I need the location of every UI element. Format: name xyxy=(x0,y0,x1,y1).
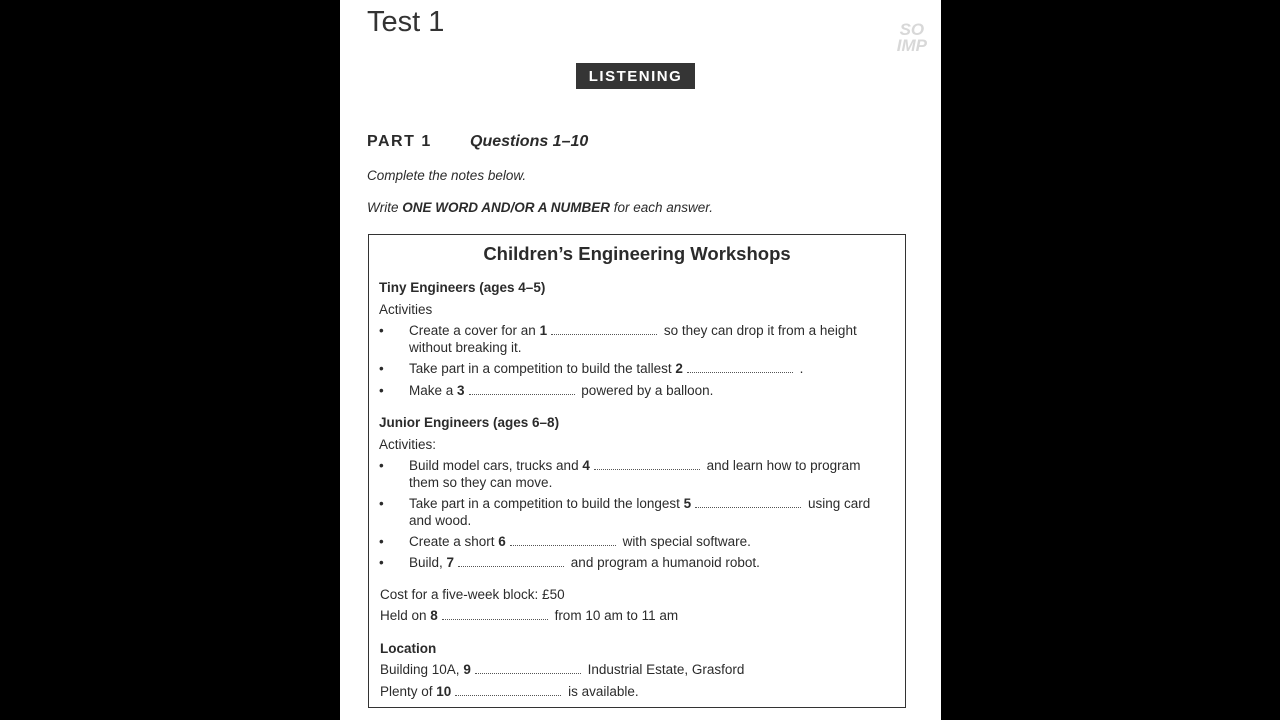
q10-text-pre: Plenty of xyxy=(380,684,437,699)
question-9-line xyxy=(380,662,744,677)
q1-answer-blank[interactable] xyxy=(551,333,657,335)
q6-answer-blank[interactable] xyxy=(510,544,616,546)
q3-number: 3 xyxy=(457,383,465,398)
q1-number: 1 xyxy=(539,323,548,338)
junior-engineers-heading: Junior Engineers (ages 6–8) xyxy=(379,415,560,430)
q2-text-post: . xyxy=(795,361,804,376)
q6-text-pre: Create a short xyxy=(409,534,499,549)
q1-text-pre: Create a cover for an xyxy=(409,323,540,338)
location-heading: Location xyxy=(380,641,437,656)
watermark-top: SO xyxy=(899,20,925,39)
bullet-icon: • xyxy=(379,383,384,398)
question-3-line xyxy=(409,383,713,398)
bullet-icon: • xyxy=(379,496,384,511)
document-page xyxy=(340,0,941,720)
q4-number: 4 xyxy=(582,458,590,473)
q4-answer-blank[interactable] xyxy=(594,468,700,470)
q6-text-post: with special software. xyxy=(618,534,751,549)
q5-number: 5 xyxy=(683,496,692,511)
notes-box xyxy=(368,234,906,708)
cost-line: Cost for a five-week block: £50 xyxy=(380,587,565,602)
q2-number: 2 xyxy=(675,361,683,376)
question-6-line xyxy=(409,534,751,549)
part-heading xyxy=(367,133,588,151)
q10-text-post: is available. xyxy=(564,684,639,699)
questions-range: Questions 1–10 xyxy=(470,133,589,150)
q6-number: 6 xyxy=(498,534,506,549)
bullet-icon: • xyxy=(379,458,384,473)
test-title: Test 1 xyxy=(367,6,445,38)
q9-text-pre: Building 10A, xyxy=(380,662,464,677)
question-7-line xyxy=(409,555,760,570)
q2-text-pre: Take part in a competition to build the tallest xyxy=(409,361,676,376)
q8-answer-blank[interactable] xyxy=(442,618,548,620)
q4-continuation: them so they can move. xyxy=(409,475,553,490)
q9-answer-blank[interactable] xyxy=(475,672,581,674)
instruction-complete: Complete the notes below. xyxy=(367,168,527,183)
channel-watermark xyxy=(897,22,927,54)
tiny-engineers-heading: Tiny Engineers (ages 4–5) xyxy=(379,280,546,295)
q7-number: 7 xyxy=(446,555,455,570)
question-8-line xyxy=(380,608,678,623)
section-badge: LISTENING xyxy=(576,63,695,89)
q7-text-pre: Build, xyxy=(409,555,447,570)
instruction-word-limit xyxy=(367,200,713,215)
q5-text-post: using card xyxy=(804,496,871,511)
q9-number: 9 xyxy=(463,662,471,677)
q5-text-pre: Take part in a competition to build the longest xyxy=(409,496,684,511)
q7-answer-blank[interactable] xyxy=(458,565,564,567)
q3-text-pre: Make a xyxy=(409,383,458,398)
bullet-icon: • xyxy=(379,361,384,376)
q5-continuation: and wood. xyxy=(409,513,472,528)
q10-number: 10 xyxy=(436,684,452,699)
q4-text-post: and learn how to program xyxy=(702,458,861,473)
q1-continuation: without breaking it. xyxy=(409,340,522,355)
question-4-line xyxy=(409,458,860,473)
q4-text-pre: Build model cars, trucks and xyxy=(409,458,583,473)
instruction-pre: Write xyxy=(367,200,403,215)
q1-text-post: so they can drop it from a height xyxy=(660,323,857,338)
q5-answer-blank[interactable] xyxy=(695,506,801,508)
q8-number: 8 xyxy=(430,608,438,623)
q3-answer-blank[interactable] xyxy=(469,393,575,395)
instruction-bold: ONE WORD AND/OR A NUMBER xyxy=(402,200,610,215)
bullet-icon: • xyxy=(379,534,384,549)
notes-title: Children’s Engineering Workshops xyxy=(483,243,791,264)
q7-text-post: and program a humanoid robot. xyxy=(567,555,760,570)
instruction-post: for each answer. xyxy=(610,200,714,215)
q2-answer-blank[interactable] xyxy=(687,371,793,373)
tiny-activities-label: Activities xyxy=(379,302,433,317)
question-1-line xyxy=(409,323,857,338)
q8-text-pre: Held on xyxy=(380,608,431,623)
question-5-line xyxy=(409,496,870,511)
junior-activities-label: Activities: xyxy=(379,437,437,452)
q10-answer-blank[interactable] xyxy=(455,694,561,696)
q3-text-post: powered by a balloon. xyxy=(577,383,714,398)
part-label: PART 1 xyxy=(367,133,432,150)
watermark-bottom: IMP xyxy=(896,36,927,55)
bullet-icon: • xyxy=(379,323,384,338)
question-2-line xyxy=(409,361,803,376)
q8-text-post: from 10 am to 11 am xyxy=(550,608,679,623)
question-10-line xyxy=(380,684,639,699)
bullet-icon: • xyxy=(379,555,384,570)
q9-text-post: Industrial Estate, Grasford xyxy=(583,662,745,677)
